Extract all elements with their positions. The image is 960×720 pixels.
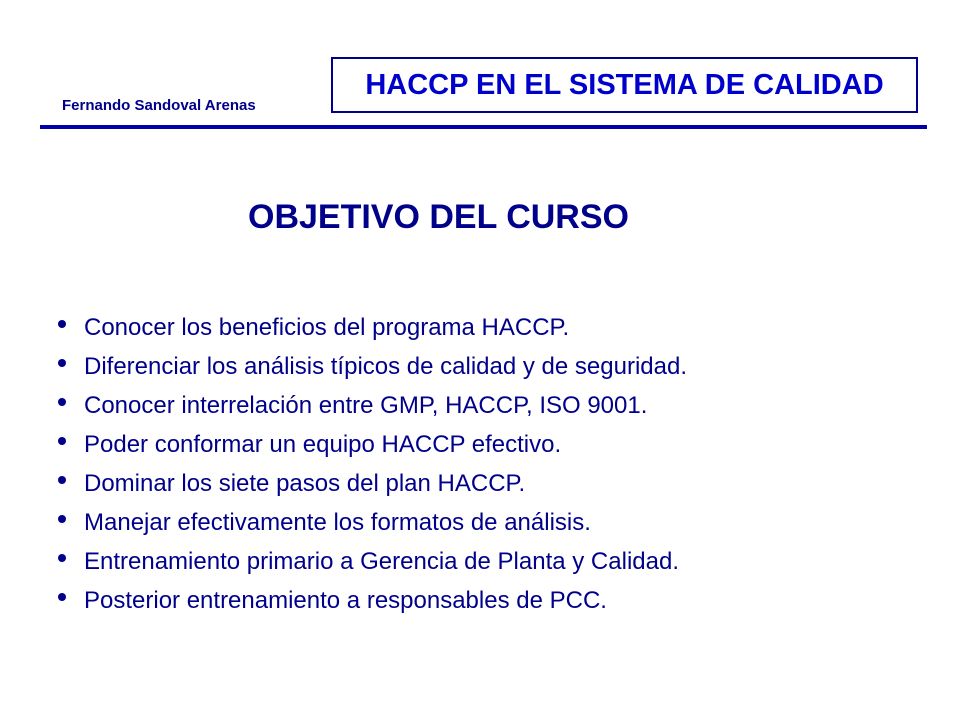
bullet-dot-icon <box>58 359 66 367</box>
objective-item <box>58 581 687 620</box>
header-title-box <box>331 57 918 113</box>
objective-text: Manejar efectivamente los formatos de análisis. <box>84 508 591 536</box>
objective-item <box>58 464 687 503</box>
objective-item <box>58 425 687 464</box>
objective-item <box>58 542 687 581</box>
objective-item <box>58 347 687 386</box>
header-title: HACCP EN EL SISTEMA DE CALIDAD <box>365 68 884 101</box>
bullet-dot-icon <box>58 398 66 406</box>
objective-text: Conocer interrelación entre GMP, HACCP, ISO 9001. <box>84 391 648 419</box>
objective-text: Posterior entrenamiento a responsables de PCC. <box>84 586 607 614</box>
bullet-dot-icon <box>58 554 66 562</box>
objective-text: Conocer los beneficios del programa HACCP. <box>84 313 570 341</box>
bullet-dot-icon <box>58 437 66 445</box>
objective-item <box>58 503 687 542</box>
objective-item <box>58 308 687 347</box>
objective-item <box>58 386 687 425</box>
bullet-dot-icon <box>58 476 66 484</box>
objectives-list <box>58 308 687 620</box>
header-divider <box>40 125 927 129</box>
author-name: Fernando Sandoval Arenas <box>62 97 256 114</box>
bullet-dot-icon <box>58 515 66 523</box>
objective-text: Dominar los siete pasos del plan HACCP. <box>84 469 526 497</box>
bullet-dot-icon <box>58 320 66 328</box>
bullet-dot-icon <box>58 593 66 601</box>
objective-text: Poder conformar un equipo HACCP efectivo. <box>84 430 562 458</box>
objective-text: Diferenciar los análisis típicos de calidad y de seguridad. <box>84 352 687 380</box>
slide-title: OBJETIVO DEL CURSO <box>248 198 629 236</box>
objective-text: Entrenamiento primario a Gerencia de Planta y Calidad. <box>84 547 679 575</box>
